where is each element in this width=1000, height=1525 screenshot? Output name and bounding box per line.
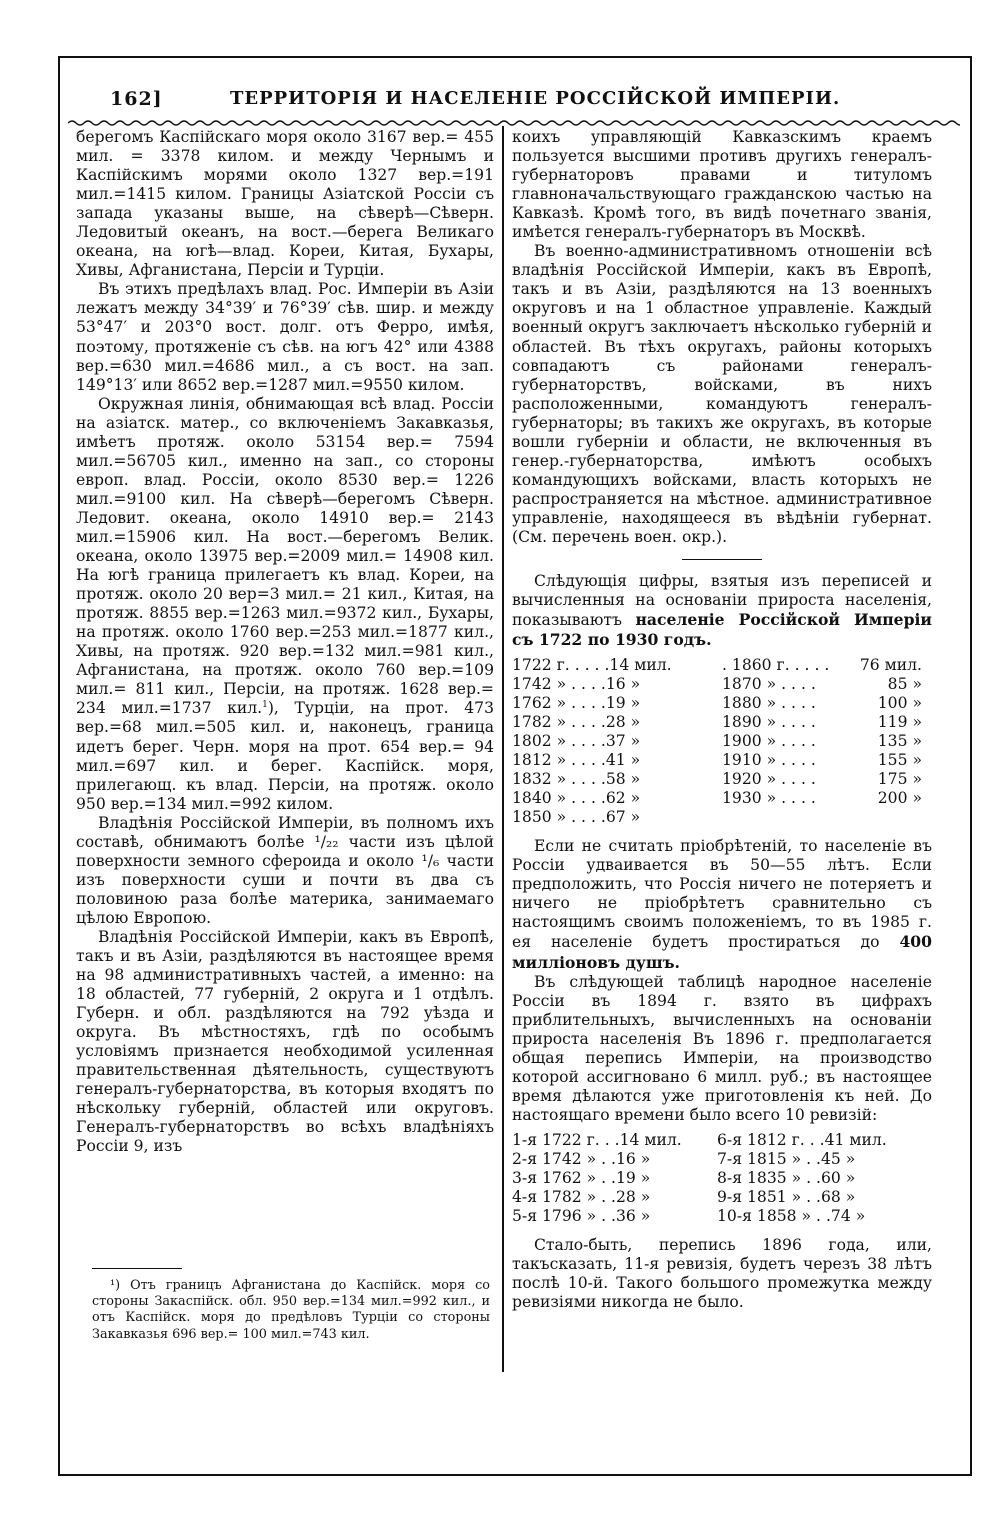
table-row xyxy=(512,751,922,770)
paragraph: берегомъ Каспійскаго моря около 3167 вер.= 455 мил. = 3378 килом. и между Чернымъ и Каспійскимъ морями около 1327 вер.=191 мил.=1415 килом. Границы Азіатской Россіи съ запада указаны выше, на сѣверѣ—Сѣверн. Ледовитый океанъ, на вост.—берега Великаго океана, на югѣ—влад. Кореи, Китая, Бухары, Хивы, Афганистана, Персіи и Турціи. xyxy=(76,128,494,280)
table-row xyxy=(512,713,922,732)
left-column xyxy=(76,128,494,1157)
footnote-ref: 1 xyxy=(262,700,268,711)
table-cell: 2-я 1742 » . .16 » xyxy=(512,1149,651,1168)
census-table xyxy=(512,656,922,827)
table-cell: 1-я 1722 г. . .14 мил. xyxy=(512,1130,682,1149)
table-cell: 1782 » . . . .28 » xyxy=(512,713,641,732)
table-cell: 135 » xyxy=(877,732,922,751)
table-row xyxy=(512,732,922,751)
paragraph xyxy=(512,837,932,972)
bold-phrase: 400 милліоновъ душъ. xyxy=(512,932,932,972)
table-cell: 9-я 1851 » . .68 » xyxy=(717,1187,856,1206)
table-cell: 1832 » . . . .58 » xyxy=(512,770,641,789)
page-number: 162] xyxy=(110,88,163,110)
table-cell: 1920 » . . . . xyxy=(722,770,816,789)
table-row xyxy=(512,694,922,713)
table-cell: 76 мил. xyxy=(859,656,922,675)
table-cell: . 1860 г. . . . . xyxy=(722,656,830,675)
table-row xyxy=(512,1188,922,1207)
table-cell: 1762 » . . . .19 » xyxy=(512,694,641,713)
paragraph: Владѣнія Россійской Имперіи, какъ въ Европѣ, такъ и въ Азіи, раздѣляются въ настоящее время на 98 административныхъ частей, а именно: на 18 областей, 77 губерній, 2 округа и 1 отдѣлъ. Губерн. и обл. раздѣляются на 792 уѣзда и округа. Въ мѣстностяхъ, гдѣ по особымъ условіямъ признается необходимой усиленная правительственная дѣятельность, существуютъ генералъ-губернаторства, въ которыя входятъ по нѣскольку губерній, областей или округовъ. Генералъ-губернаторствъ во всѣхъ владѣніяхъ Россіи 9, изъ xyxy=(76,927,494,1156)
bold-phrase: населеніе Россійской Имперіи съ 1722 по 1930 годъ. xyxy=(512,610,932,650)
paragraph: Въ военно-административномъ отношеніи всѣ владѣнія Россійской Имперіи, какъ въ Европѣ, такъ и въ Азіи, раздѣляются на 13 военныхъ округовъ и на 1 областное управленіе. Каждый военный округъ заключаетъ нѣсколько губерній и областей. Въ тѣхъ округахъ, районы которыхъ совпадаютъ съ районами генералъ-губернаторствъ, войсками, въ нихъ расположенными, командуютъ генералъ-губернаторы; въ такихъ же округахъ, въ которые вошли губерніи и области, не включенныя въ генер.-губернаторства, имѣютъ особыхъ командующихъ войсками, власть которыхъ не распространяется на мѣстное. административное управленіе, находящееся въ вѣдѣніи губернат. (См. перечень воен. окр.). xyxy=(512,242,932,546)
table-cell: 7-я 1815 » . .45 » xyxy=(717,1149,856,1168)
footnote-text xyxy=(92,1278,490,1343)
table-cell: 1802 » . . . .37 » xyxy=(512,732,641,751)
paragraph: Въ этихъ предѣлахъ влад. Рос. Имперіи въ Азіи лежатъ между 34°39′ и 76°39′ сѣв. шир. и между 53°47′ и 203°0 вост. долг. отъ Ферро, имѣя, поэтому, протяженіе съ сѣв. на югъ 42° или 4388 вер.=630 мил.=4686 мил., а съ вост. на зап. 149°13′ или 8652 вер.=1287 мил.=9550 килом. xyxy=(76,280,494,394)
table-cell: 1880 » . . . . xyxy=(722,694,816,713)
table-row xyxy=(512,1207,922,1226)
paragraph xyxy=(76,395,494,814)
footnote-body: Отъ границъ Афганистана до Каспійск. моря со стороны Закаспійск. обл. 950 вер.=134 мил.=992 кил., и отъ Каспійск. моря до предѣловъ Турціи со стороны Закавказья 696 вер.= 100 мил.=743 кил. xyxy=(92,1278,490,1342)
paragraph: Стало-быть, перепись 1896 года, или, такъсказать, 11-я ревизія, будетъ черезъ 38 лѣтъ послѣ 10-й. Такого большого промежутка между ревизіями никогда не было. xyxy=(512,1235,932,1312)
table-row xyxy=(512,675,922,694)
paragraph: Владѣнія Россійской Имперіи, въ полномъ ихъ составѣ, обнимаютъ болѣе ¹/₂₂ части изъ цѣлой поверхности земного сфероида и около ¹/₆ части изъ поверхности суши и почти въ два съ половиною раза болѣе материка, занимаемаго цѣлою Европою. xyxy=(76,813,494,927)
table-cell: 200 » xyxy=(877,789,922,808)
table-row xyxy=(512,770,922,789)
table-cell xyxy=(842,808,922,827)
page-header xyxy=(110,80,960,120)
paragraph-text: ), Турціи, на прот. 473 вер.=68 мил.=505 кил. и, наконецъ, граница идетъ берег. Черн. моря на прот. 654 вер.= 94 мил.=697 кил. и берег. Каспійск. моря, прилегающ. къ влад. Персіи, на протяж. около 950 вер.=134 мил.=992 килом. xyxy=(76,699,494,813)
table-row xyxy=(512,1131,922,1150)
footnote xyxy=(92,1278,490,1343)
table-cell: 1890 » . . . . xyxy=(722,713,816,732)
table-cell: 119 » xyxy=(877,713,922,732)
footnote-rule xyxy=(92,1268,182,1269)
paragraph: Въ слѣдующей таблицѣ народное населеніе Россіи въ 1894 г. взято въ цифрахъ приблительныхъ, вычисленныхъ на основаніи прироста населенія Въ 1896 г. предполагается общая перепись Имперіи, на производство которой ассигновано 6 милл. руб.; въ настоящее время дѣлаются уже приготовленія къ ней. До настоящаго времени было всего 10 ревизій: xyxy=(512,972,932,1124)
right-column xyxy=(512,128,932,1312)
table-cell: 3-я 1762 » . .19 » xyxy=(512,1168,651,1187)
table-cell: 1900 » . . . . xyxy=(722,732,816,751)
wavy-rule xyxy=(68,118,960,128)
footnote-mark: ¹) xyxy=(110,1278,121,1293)
table-row xyxy=(512,1150,922,1169)
table-cell: 5-я 1796 » . .36 » xyxy=(512,1206,651,1225)
table-cell: 1840 » . . . .62 » xyxy=(512,789,641,808)
table-cell: 4-я 1782 » . .28 » xyxy=(512,1187,651,1206)
table-cell: 1930 » . . . . xyxy=(722,789,816,808)
paragraph xyxy=(512,572,932,650)
paragraph: коихъ управляющій Кавказскимъ краемъ пользуется высшими противъ другихъ генералъ-губернаторовъ правами и титуломъ главноначальствующаго гражданскою частью на Кавказѣ. Кромѣ того, въ видѣ почетнаго званія, имѣется генералъ-губернаторъ въ Москвѣ. xyxy=(512,128,932,242)
table-cell: 155 » xyxy=(877,751,922,770)
paragraph-text: Если не считать пріобрѣтеній, то населеніе въ Россіи удваивается въ 50—55 лѣтъ. Если предположить, что Россія ничего не потеряетъ и ничего не пріобрѣтетъ сравнительно съ настоящимъ своимъ положеніемъ, то въ 1985 г. ея населеніе будетъ простираться до xyxy=(512,837,932,952)
table-cell: 1850 » . . . .67 » xyxy=(512,808,641,827)
table-cell: 100 » xyxy=(877,694,922,713)
table-cell: 175 » xyxy=(877,770,922,789)
table-cell: 6-я 1812 г. . .41 мил. xyxy=(717,1130,887,1149)
revisions-table xyxy=(512,1131,922,1226)
table-cell: 1870 » . . . . xyxy=(722,675,816,694)
table-cell xyxy=(722,808,842,827)
table-cell: 85 » xyxy=(887,675,922,694)
paragraph-text: Окружная линія, обнимающая всѣ влад. Россіи на азіатск. матер., со включеніемъ Закавказья, имѣетъ протяж. около 53154 вер.= 7594 мил.=56705 кил., именно на зап., со стороны европ. влад. Россіи, около 8530 вер.= 1226 мил.=9100 кил. На сѣверѣ—берегомъ Сѣверн. Ледовит. океана, около 14910 вер.= 2143 мил.=15906 кил. На вост.—берегомъ Велик. океана, около 13975 вер.=2009 мил.= 14908 кил. На югѣ граница прилегаетъ къ влад. Кореи, на протяж. около 20 вер=3 мил.= 21 кил., Китая, на протяж. 8855 вер.=1263 мил.=9372 кил., Бухары, на протяж. около 1760 вер.=253 мил.=1877 кил., Хивы, на протяж. 920 вер.=132 мил.=981 кил., Афганистана, на протяж. около 760 вер.=109 мил.= 811 кил., Персіи, на протяж. 1628 вер.= 234 мил.=1737 кил. xyxy=(76,394,494,718)
table-row xyxy=(512,789,922,808)
paragraph-text: Слѣдующія цифры, взятыя изъ переписей и вычисленныя на основаніи прироста населенія, показываютъ xyxy=(512,572,932,630)
table-cell: 10-я 1858 » . .74 » xyxy=(717,1206,866,1225)
table-row xyxy=(512,656,922,675)
table-cell: 8-я 1835 » . .60 » xyxy=(717,1168,856,1187)
table-cell: 1722 г. . . . .14 мил. xyxy=(512,656,672,675)
table-row xyxy=(512,808,922,827)
section-rule xyxy=(682,559,762,560)
table-row xyxy=(512,1169,922,1188)
table-cell: 1812 » . . . .41 » xyxy=(512,751,641,770)
table-cell: 1742 » . . . .16 » xyxy=(512,675,641,694)
running-title: ТЕРРИТОРІЯ И НАСЕЛЕНІЕ РОССІЙСКОЙ ИМПЕРІИ. xyxy=(230,88,841,109)
column-divider xyxy=(502,126,504,1372)
table-cell: 1910 » . . . . xyxy=(722,751,816,770)
